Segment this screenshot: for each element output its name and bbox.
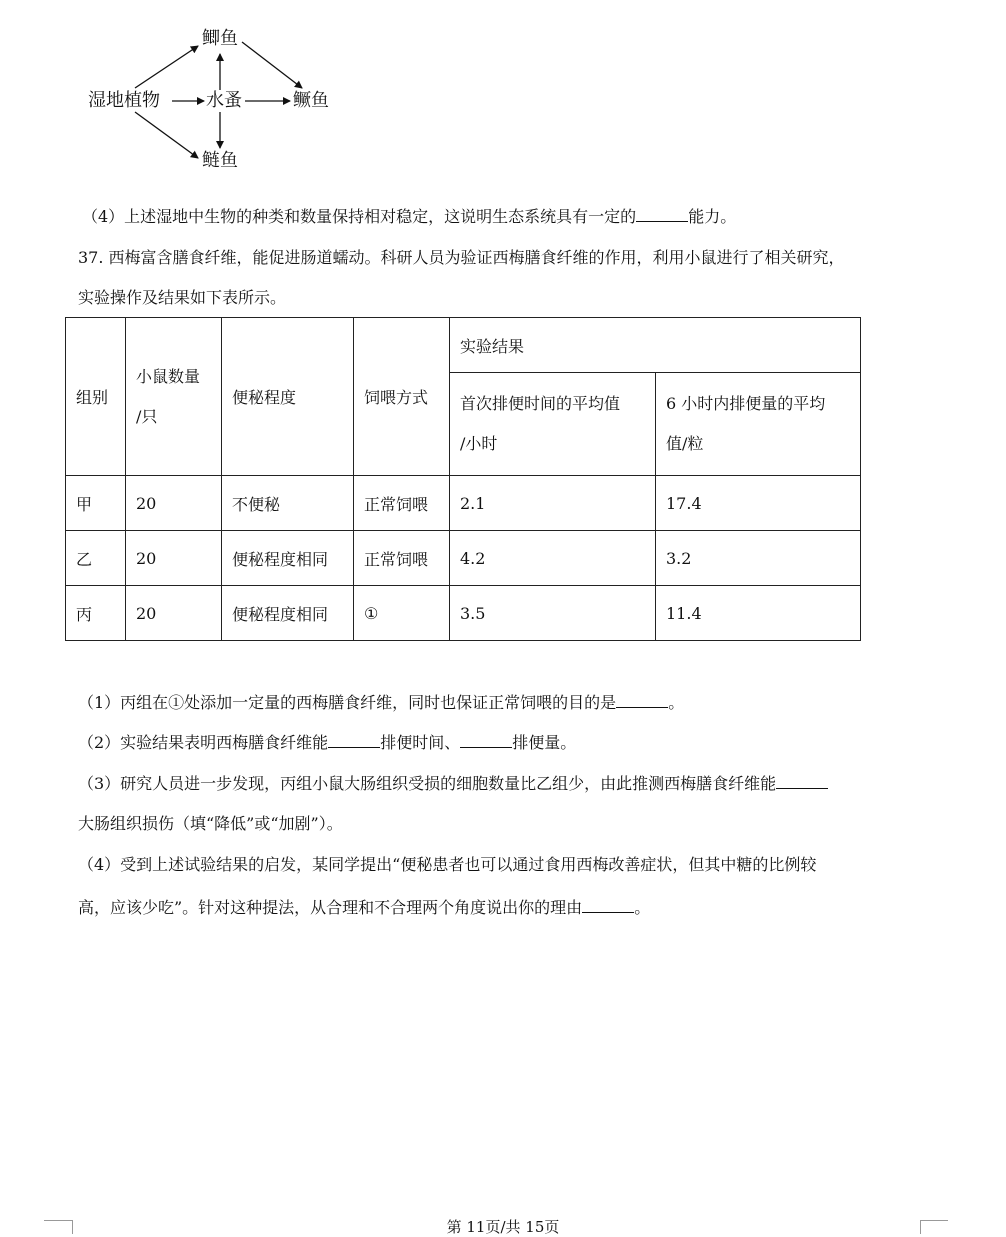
corner-mark-right — [920, 1220, 948, 1235]
cell-group: 丙 — [66, 586, 126, 641]
cell-count: 20 — [126, 586, 222, 641]
arrow-plants-to-silver — [135, 112, 198, 158]
cell-time: 3.5 — [450, 586, 656, 641]
q3-text: （3）研究人员进一步发现，丙组小鼠大肠组织受损的细胞数量比乙组少，由此推测西梅膳食纤维能 — [78, 774, 777, 793]
header-defecation-amount: 6 小时内排便量的平均 值/粒 — [656, 373, 861, 476]
answer-blank[interactable] — [776, 772, 828, 789]
answer-blank[interactable] — [460, 731, 512, 748]
table-row — [66, 476, 861, 531]
food-web-diagram — [80, 20, 360, 180]
header-results: 实验结果 — [450, 318, 861, 373]
cell-feeding: 正常饲喂 — [354, 531, 450, 586]
answer-blank[interactable] — [616, 691, 668, 708]
prev-question-4 — [82, 205, 736, 228]
node-wetland-plants: 湿地植物 — [88, 90, 160, 111]
question-4-line1: （4）受到上述试验结果的启发，某同学提出“便秘患者也可以通过食用西梅改善症状，但其中糖的比例较 — [78, 855, 817, 874]
cell-group: 甲 — [66, 476, 126, 531]
question-3-line1 — [78, 772, 828, 795]
header-mouse-count: 小鼠数量 /只 — [126, 318, 222, 476]
q1-text: （1）丙组在①处添加一定量的西梅膳食纤维，同时也保证正常饲喂的目的是 — [78, 693, 617, 712]
cell-amount: 3.2 — [656, 531, 861, 586]
corner-mark-right-tick — [920, 1220, 921, 1234]
q4-text: 高，应该少吃”。针对这种提法，从合理和不合理两个角度说出你的理由 — [78, 898, 583, 917]
question-1 — [78, 691, 684, 714]
node-silver-carp: 鲢鱼 — [202, 150, 238, 171]
cell-time: 2.1 — [450, 476, 656, 531]
cell-degree: 便秘程度相同 — [222, 586, 354, 641]
answer-blank[interactable] — [328, 731, 380, 748]
answer-blank[interactable] — [582, 896, 634, 913]
cell-feeding: 正常饲喂 — [354, 476, 450, 531]
prev-q4-text-end: 能力。 — [688, 207, 737, 226]
q37-intro-line1: 37. 西梅富含膳食纤维，能促进肠道蠕动。科研人员为验证西梅膳食纤维的作用，利用小鼠进行了相关研究， — [78, 248, 845, 267]
node-snakehead: 鳜鱼 — [293, 90, 329, 111]
cell-count: 20 — [126, 476, 222, 531]
header-constipation-degree: 便秘程度 — [222, 318, 354, 476]
q1-text-end: 。 — [668, 693, 685, 712]
cell-amount: 11.4 — [656, 586, 861, 641]
cell-count: 20 — [126, 531, 222, 586]
cell-feeding: ① — [354, 586, 450, 641]
question-3-line2: 大肠组织损伤（填“降低”或“加剧”）。 — [78, 814, 343, 833]
prev-q4-text: （4）上述湿地中生物的种类和数量保持相对稳定，这说明生态系统具有一定的 — [82, 207, 637, 226]
node-crucian-carp: 鲫鱼 — [202, 28, 238, 49]
header-feeding-method: 饲喂方式 — [354, 318, 450, 476]
arrow-plants-to-crucian — [135, 46, 198, 88]
q37-intro-line2: 实验操作及结果如下表所示。 — [78, 288, 287, 307]
cell-degree: 不便秘 — [222, 476, 354, 531]
experiment-table — [65, 317, 861, 641]
node-water-silkworm: 水蚤 — [206, 90, 242, 111]
cell-degree: 便秘程度相同 — [222, 531, 354, 586]
cell-group: 乙 — [66, 531, 126, 586]
table-header-row — [66, 318, 861, 373]
header-first-defecation-time: 首次排便时间的平均值 /小时 — [450, 373, 656, 476]
question-4-line2 — [78, 896, 650, 919]
q4-text-end: 。 — [634, 898, 651, 917]
question-2 — [78, 731, 576, 754]
table-row — [66, 586, 861, 641]
cell-time: 4.2 — [450, 531, 656, 586]
header-group: 组别 — [66, 318, 126, 476]
q2-text-c: 排便量。 — [512, 733, 577, 752]
cell-amount: 17.4 — [656, 476, 861, 531]
page-number: 第 11页/共 15页 — [446, 1218, 560, 1236]
q2-text-a: （2）实验结果表明西梅膳食纤维能 — [78, 733, 329, 752]
table-row — [66, 531, 861, 586]
q2-text-b: 排便时间、 — [380, 733, 461, 752]
answer-blank[interactable] — [636, 205, 688, 222]
arrow-crucian-to-snakehead — [242, 42, 302, 88]
